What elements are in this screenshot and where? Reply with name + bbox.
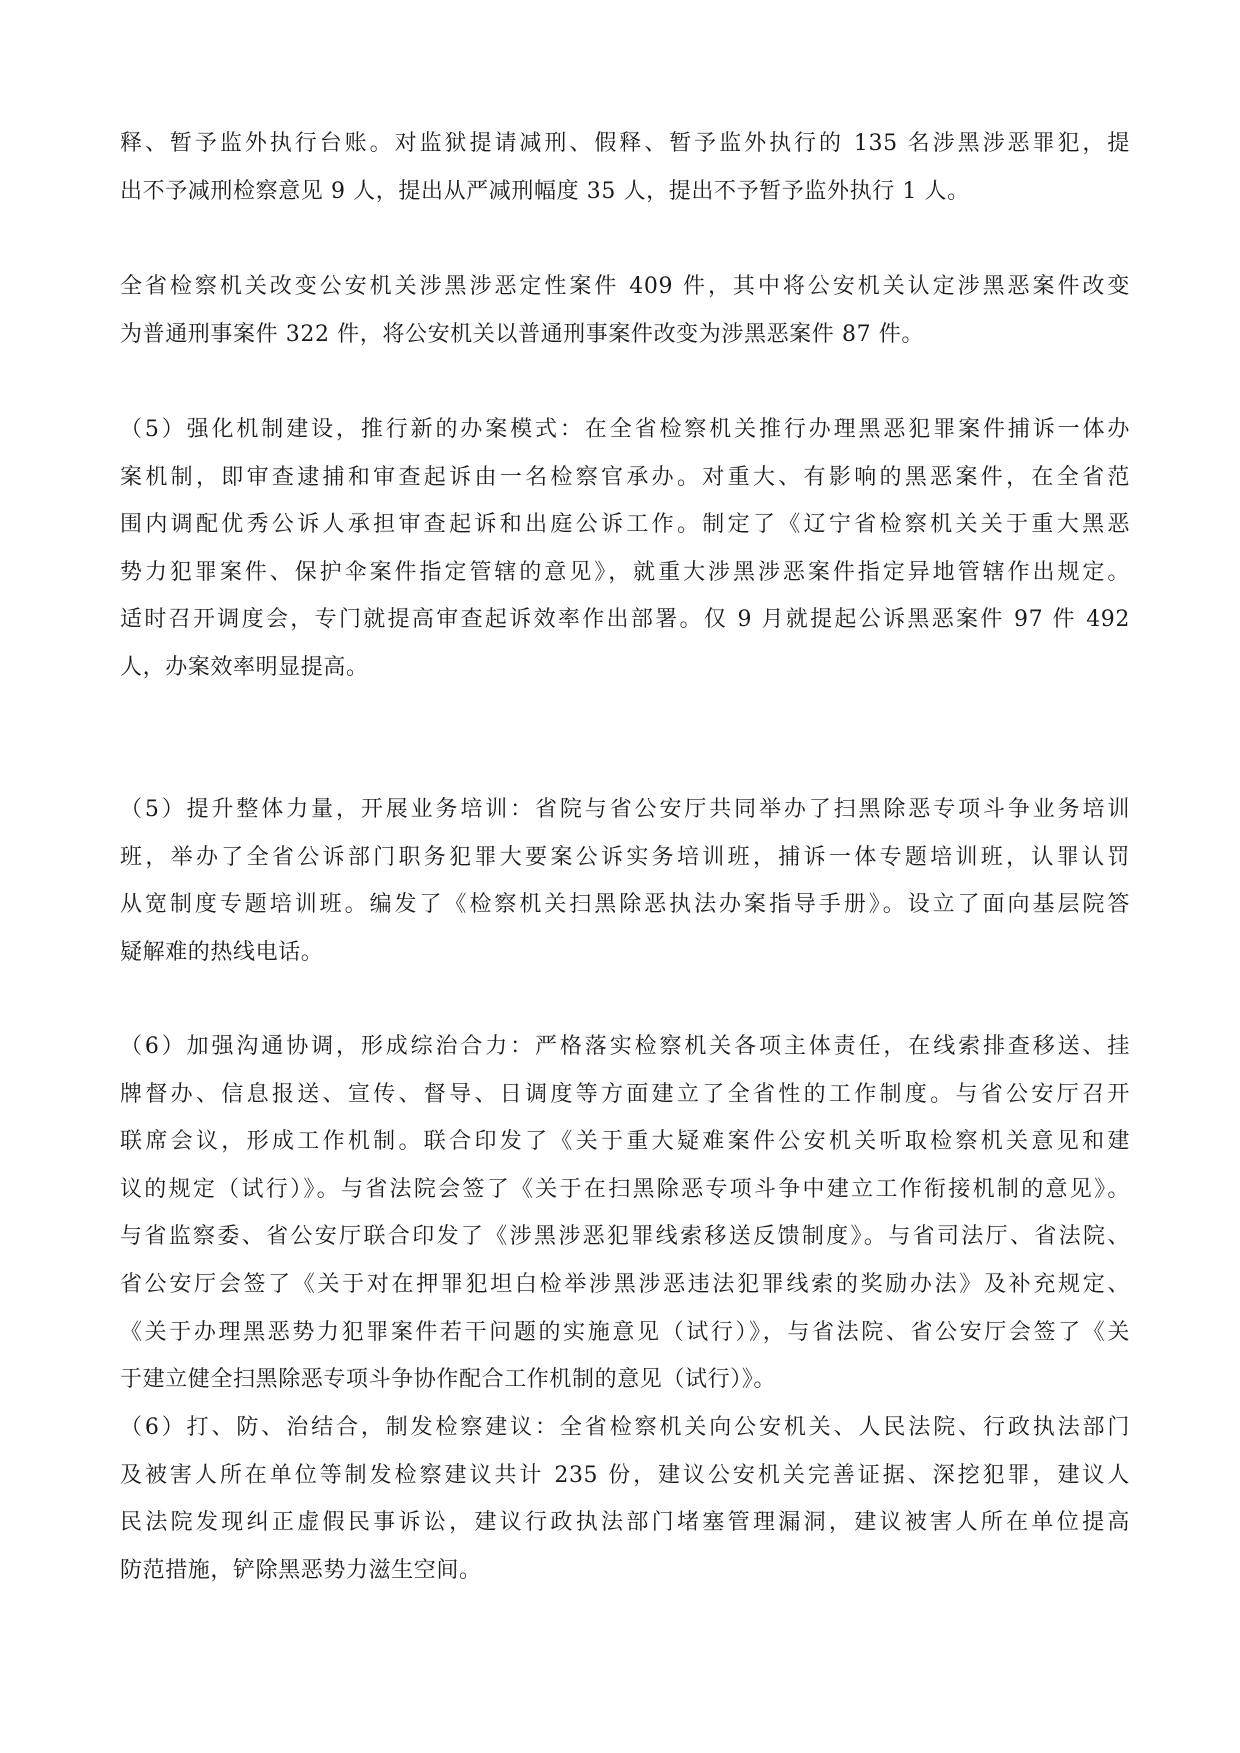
text-line: 民法院发现纠正虚假民事诉讼，建议行政执法部门堵塞管理漏洞，建议被害人所在单位提高 (120, 1510, 1130, 1536)
paragraph-coordination (120, 1023, 1130, 1404)
text-line: 适时召开调度会，专门就提高审查起诉效率作出部署。仅 9 月就提起公诉黑恶案件 97 件 492 (120, 607, 1130, 633)
paragraph-parole-ledger (120, 120, 1130, 215)
text-line: 《关于办理黑恶势力犯罪案件若干问题的实施意见（试行）》，与省法院、省公安厅会签了《关 (120, 1319, 1130, 1345)
text-line: 出不予减刑检察意见 9 人，提出从严减刑幅度 35 人，提出不予暂予监外执行 1 人。 (120, 178, 970, 204)
text-line: 议的规定（试行）》。与省法院会签了《关于在扫黑除恶专项斗争中建立工作衔接机制的意见》。 (120, 1176, 1130, 1202)
text-line: 牌督办、信息报送、宣传、督导、日调度等方面建立了全省性的工作制度。与省公安厅召开 (120, 1081, 1130, 1107)
text-line: 及被害人所在单位等制发检察建议共计 235 份，建议公安机关完善证据、深挖犯罪，建议人 (120, 1462, 1130, 1488)
paragraph-business-training (120, 786, 1130, 976)
text-line: 势力犯罪案件、保护伞案件指定管辖的意见》，就重大涉黑涉恶案件指定异地管辖作出规定。 (120, 559, 1130, 585)
text-line: 省公安厅会签了《关于对在押罪犯坦白检举涉黑涉恶违法犯罪线索的奖励办法》及补充规定、 (120, 1271, 1130, 1297)
text-line: （6）加强沟通协调，形成综治合力：严格落实检察机关各项主体责任，在线索排查移送、挂 (120, 1034, 1130, 1059)
text-line: 联席会议，形成工作机制。联合印发了《关于重大疑难案件公安机关听取检察机关意见和建 (120, 1129, 1130, 1155)
text-line: （5）提升整体力量，开展业务培训：省院与省公安厅共同举办了扫黑除恶专项斗争业务培训 (120, 797, 1130, 822)
text-line: 人，办案效率明显提高。 (120, 654, 369, 680)
paragraph-mechanism-building (120, 406, 1130, 692)
text-line: 围内调配优秀公诉人承担审查起诉和出庭公诉工作。制定了《辽宁省检察机关关于重大黑恶 (120, 512, 1130, 538)
text-line: （5）强化机制建设，推行新的办案模式：在全省检察机关推行办理黑恶犯罪案件捕诉一体办 (120, 417, 1130, 442)
text-line: 释、暂予监外执行台账。对监狱提请减刑、假释、暂予监外执行的 135 名涉黑涉恶罪犯，提 (120, 131, 1130, 156)
paragraph-procuratorial-suggestions (120, 1404, 1130, 1594)
text-line: 防范措施，铲除黑恶势力滋生空间。 (120, 1557, 482, 1583)
paragraph-case-reclassification (120, 263, 1130, 358)
text-line: 案机制，即审查逮捕和审查起诉由一名检察官承办。对重大、有影响的黑恶案件，在全省范 (120, 464, 1130, 490)
text-line: 班，举办了全省公诉部门职务犯罪大要案公诉实务培训班，捕诉一体专题培训班，认罪认罚 (120, 844, 1130, 870)
text-line: 疑解难的热线电话。 (120, 939, 324, 965)
text-line: 与省监察委、省公安厅联合印发了《涉黑涉恶犯罪线索移送反馈制度》。与省司法厅、省法院、 (120, 1224, 1130, 1250)
text-line: 从宽制度专题培训班。编发了《检察机关扫黑除恶执法办案指导手册》。设立了面向基层院答 (120, 892, 1130, 918)
text-line: 于建立健全扫黑除恶专项斗争协作配合工作机制的意见（试行）》。 (120, 1367, 777, 1393)
text-line: 为普通刑事案件 322 件，将公安机关以普通刑事案件改变为涉黑恶案件 87 件。 (120, 321, 924, 347)
text-line: 全省检察机关改变公安机关涉黑涉恶定性案件 409 件，其中将公安机关认定涉黑恶案件改变 (120, 274, 1130, 299)
text-line: （6）打、防、治结合，制发检察建议：全省检察机关向公安机关、人民法院、行政执法部门 (120, 1415, 1130, 1440)
